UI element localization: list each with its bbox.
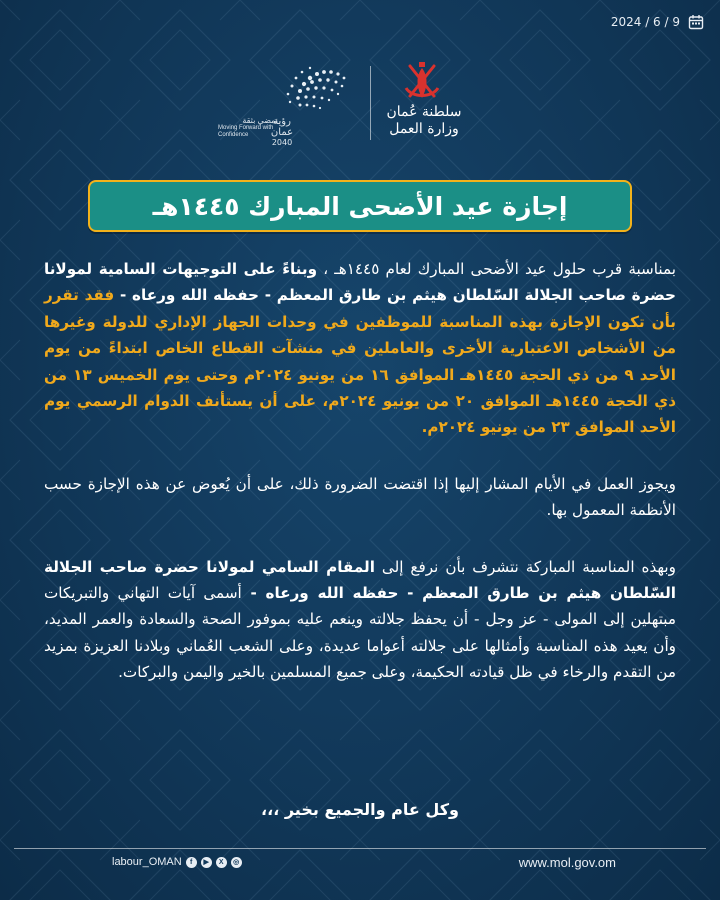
closing-greeting: وكل عام والجميع بخير ،،، — [261, 800, 459, 819]
social-handle[interactable]: labour_OMAN — [112, 856, 182, 868]
logo-bar — [0, 58, 720, 148]
paragraph-work-compensation: ويجوز العمل في الأيام المشار إليها إذا اقتضت الضرورة ذلك، على أن يُعوض عن هذه الإجازة حسب الأنظمة المعمول بها. — [44, 474, 676, 520]
p3-intro: وبهذه المناسبة المباركة نتشرف بأن نرفع إلى — [374, 557, 676, 576]
paragraph-holiday-decision — [44, 256, 676, 441]
announcement-title: إجازة عيد الأضحى المبارك ١٤٤٥هـ — [152, 191, 568, 221]
announcement-title-box — [88, 180, 632, 232]
paragraph-congratulations — [44, 554, 676, 686]
p1-directives: وبناءً على التوجيهات السامية لمولانا حضرة صاحب الجلالة السّلطان هيثم بن طارق المعظم - حفظه الله ورعاه - — [44, 260, 676, 305]
youtube-icon[interactable]: ▶ — [201, 857, 212, 868]
footer-divider — [14, 848, 706, 849]
date-row — [611, 14, 704, 30]
instagram-icon[interactable]: ◎ — [231, 857, 242, 868]
publish-date: 2024 / 6 / 9 — [610, 15, 680, 29]
oman-emblem — [392, 58, 452, 108]
logo-divider — [370, 66, 371, 140]
ministry-name: سلطنة عُمان وزارة العمل — [386, 104, 462, 137]
p3-his-majesty: المقام السامي لمولانا حضرة صاحب الجلالة السّلطان هيثم بن طارق المعظم - حفظه الله ورعاه - — [44, 557, 676, 603]
calendar-icon — [688, 14, 704, 30]
x-icon[interactable]: X — [216, 857, 227, 868]
announcement-body — [44, 256, 676, 686]
p3-greetings: أسمى آيات التهاني والتبريكات مبتهلين إلى المولى - عز وجل - أن يحفظ جلالته وينعم عليه بموفور الصحة والسعادة والعمر المديد، وأن يعيد هذه المناسبة وأمثالها على جلالته أعواما عديدة، وعلى الشعب العُماني وبلادنا العزيزة بمزيد من التقدم والرخاء في ظل قيادته الحكيمة، وعلى جميع المسلمين بالخير واليمن والبركات. — [44, 584, 676, 682]
website-link[interactable]: www.mol.gov.om — [518, 855, 616, 870]
p1-intro: بمناسبة قرب حلول عيد الأضحى المبارك لعام ١٤٤٥هـ ، — [317, 260, 676, 278]
facebook-icon[interactable]: f — [186, 857, 197, 868]
vision-name: رؤية عمان 2040 — [270, 116, 294, 147]
p1-holiday-dates: فقد تقرر بأن تكون الإجازة بهذه المناسبة للموظفين في وحدات الجهاز الإداري للدولة وغيرها من الأشخاص الاعتبارية الأخرى والعاملين في منشآت القطاع الخاص ابتداءً من يوم الأحد ٩ من ذي الحجة ١٤٤٥هـ الموافق ١٦ من يونيو ٢٠٢٤م وحتى يوم الخميس ١٣ من ذي الحجة ١٤٤٥هـ الموافق ٢٠ من يونيو ٢٠٢٤م، على أن يستأنف الدوام الرسمي يوم الأحد الموافق ٢٣ من يونيو ٢٠٢٤م. — [44, 286, 676, 437]
vision-tagline: نمضي بثقة Moving Forward with Confidence — [218, 116, 278, 138]
social-handle-row — [112, 856, 242, 868]
